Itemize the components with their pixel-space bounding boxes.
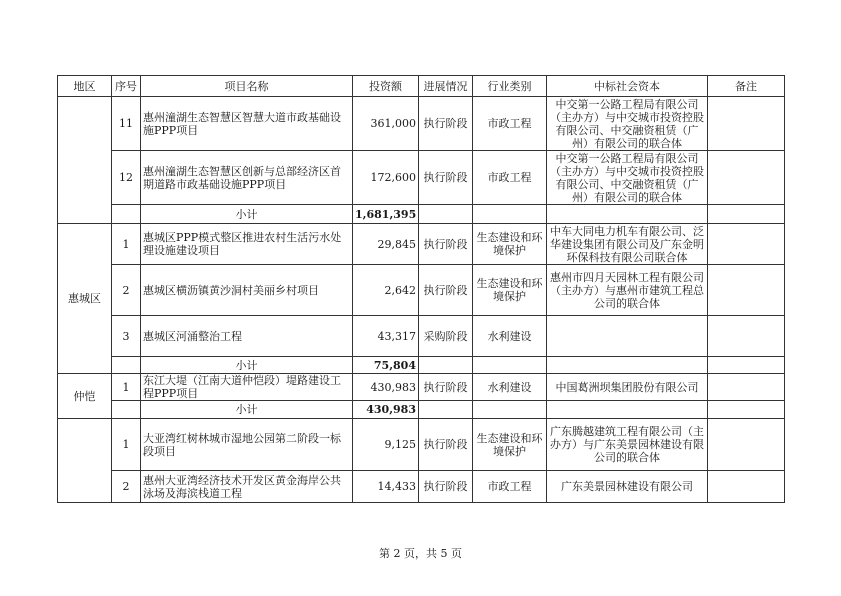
note-cell (708, 419, 785, 471)
project-name-cell: 惠城区河涌整治工程 (141, 316, 353, 357)
empty-cell (112, 205, 141, 224)
header-progress: 进展情况 (419, 76, 473, 97)
industry-cell: 市政工程 (473, 471, 547, 503)
industry-cell: 生态建设和环境保护 (473, 419, 547, 471)
subtotal-amount: 1,681,395 (353, 205, 419, 224)
industry-cell: 生态建设和环境保护 (473, 265, 547, 316)
progress-cell: 执行阶段 (419, 419, 473, 471)
project-name-cell: 惠州潼湖生态智慧区智慧大道市政基础设施PPP项目 (141, 97, 353, 151)
subtotal-label: 小计 (141, 357, 353, 374)
header-note: 备注 (708, 76, 785, 97)
note-cell (708, 374, 785, 401)
empty-cell (112, 357, 141, 374)
header-seq: 序号 (112, 76, 141, 97)
progress-cell: 采购阶段 (419, 316, 473, 357)
empty-cell (547, 205, 708, 224)
subtotal-amount: 430,983 (353, 401, 419, 419)
note-cell (708, 151, 785, 205)
industry-cell: 水利建设 (473, 316, 547, 357)
seq-cell: 3 (112, 316, 141, 357)
investor-cell: 惠州市四月天园林工程有限公司（主办方）与惠州市建筑工程总公司的联合体 (547, 265, 708, 316)
region-cell: 仲恺 (58, 374, 112, 419)
note-cell (708, 97, 785, 151)
investor-cell: 中交第一公路工程局有限公司（主办方）与中交城市投资控股有限公司、中交融资租赁（广州）有限公司的联合体 (547, 97, 708, 151)
header-region: 地区 (58, 76, 112, 97)
seq-cell: 1 (112, 374, 141, 401)
project-name-cell: 东江大堤（江南大道仲恺段）堤路建设工程PPP项目 (141, 374, 353, 401)
industry-cell: 市政工程 (473, 97, 547, 151)
industry-cell: 市政工程 (473, 151, 547, 205)
investor-cell: 中车大同电力机车有限公司、泛华建设集团有限公司及广东金明环保科技有限公司联合体 (547, 224, 708, 265)
empty-cell (473, 357, 547, 374)
project-name-cell: 惠城区横沥镇黄沙洞村美丽乡村项目 (141, 265, 353, 316)
seq-cell: 2 (112, 471, 141, 503)
investor-cell: 广东美景园林建设有限公司 (547, 471, 708, 503)
empty-cell (547, 357, 708, 374)
progress-cell: 执行阶段 (419, 265, 473, 316)
seq-cell: 1 (112, 224, 141, 265)
investor-cell: 中交第一公路工程局有限公司（主办方）与中交城市投资控股有限公司、中交融资租赁（广州）有限公司的联合体 (547, 151, 708, 205)
subtotal-row (58, 205, 785, 224)
progress-cell: 执行阶段 (419, 374, 473, 401)
table-row (58, 316, 785, 357)
header-investment: 投资额 (353, 76, 419, 97)
subtotal-label: 小计 (141, 401, 353, 419)
empty-cell (473, 205, 547, 224)
table-row (58, 374, 785, 401)
empty-cell (473, 401, 547, 419)
project-name-cell: 惠城区PPP模式整区推进农村生活污水处理设施建设项目 (141, 224, 353, 265)
subtotal-row (58, 357, 785, 374)
investor-cell: 中国葛洲坝集团股份有限公司 (547, 374, 708, 401)
progress-cell: 执行阶段 (419, 471, 473, 503)
investment-cell: 430,983 (353, 374, 419, 401)
empty-cell (419, 205, 473, 224)
table-row (58, 151, 785, 205)
table-row (58, 265, 785, 316)
empty-cell (708, 357, 785, 374)
header-project-name: 项目名称 (141, 76, 353, 97)
subtotal-amount: 75,804 (353, 357, 419, 374)
ppp-project-table (57, 75, 785, 503)
investor-cell (547, 316, 708, 357)
investment-cell: 43,317 (353, 316, 419, 357)
subtotal-row (58, 401, 785, 419)
table-row (58, 419, 785, 471)
note-cell (708, 316, 785, 357)
table-row (58, 97, 785, 151)
investment-cell: 9,125 (353, 419, 419, 471)
empty-cell (547, 401, 708, 419)
empty-cell (419, 401, 473, 419)
progress-cell: 执行阶段 (419, 151, 473, 205)
table-header-row (58, 76, 785, 97)
seq-cell: 1 (112, 419, 141, 471)
investment-cell: 14,433 (353, 471, 419, 503)
table-row (58, 224, 785, 265)
industry-cell: 生态建设和环境保护 (473, 224, 547, 265)
header-industry: 行业类别 (473, 76, 547, 97)
investment-cell: 2,642 (353, 265, 419, 316)
progress-cell: 执行阶段 (419, 224, 473, 265)
region-cell-continued (58, 97, 112, 224)
project-name-cell: 惠州大亚湾经济技术开发区黄金海岸公共泳场及海滨栈道工程 (141, 471, 353, 503)
region-cell: 惠城区 (58, 224, 112, 374)
seq-cell: 11 (112, 97, 141, 151)
page-number-footer: 第 2 页，共 5 页 (379, 547, 462, 560)
industry-cell: 水利建设 (473, 374, 547, 401)
investment-cell: 361,000 (353, 97, 419, 151)
region-cell (58, 419, 112, 503)
progress-cell: 执行阶段 (419, 97, 473, 151)
investor-cell: 广东腾越建筑工程有限公司（主办方）与广东美景园林建设有限公司的联合体 (547, 419, 708, 471)
investment-cell: 29,845 (353, 224, 419, 265)
project-name-cell: 惠州潼湖生态智慧区创新与总部经济区首期道路市政基础设施PPP项目 (141, 151, 353, 205)
header-investor: 中标社会资本 (547, 76, 708, 97)
investment-cell: 172,600 (353, 151, 419, 205)
seq-cell: 2 (112, 265, 141, 316)
empty-cell (112, 401, 141, 419)
note-cell (708, 224, 785, 265)
note-cell (708, 265, 785, 316)
note-cell (708, 471, 785, 503)
empty-cell (419, 357, 473, 374)
seq-cell: 12 (112, 151, 141, 205)
subtotal-label: 小计 (141, 205, 353, 224)
empty-cell (708, 401, 785, 419)
project-name-cell: 大亚湾红树林城市湿地公园第二阶段一标段项目 (141, 419, 353, 471)
table-row (58, 471, 785, 503)
empty-cell (708, 205, 785, 224)
